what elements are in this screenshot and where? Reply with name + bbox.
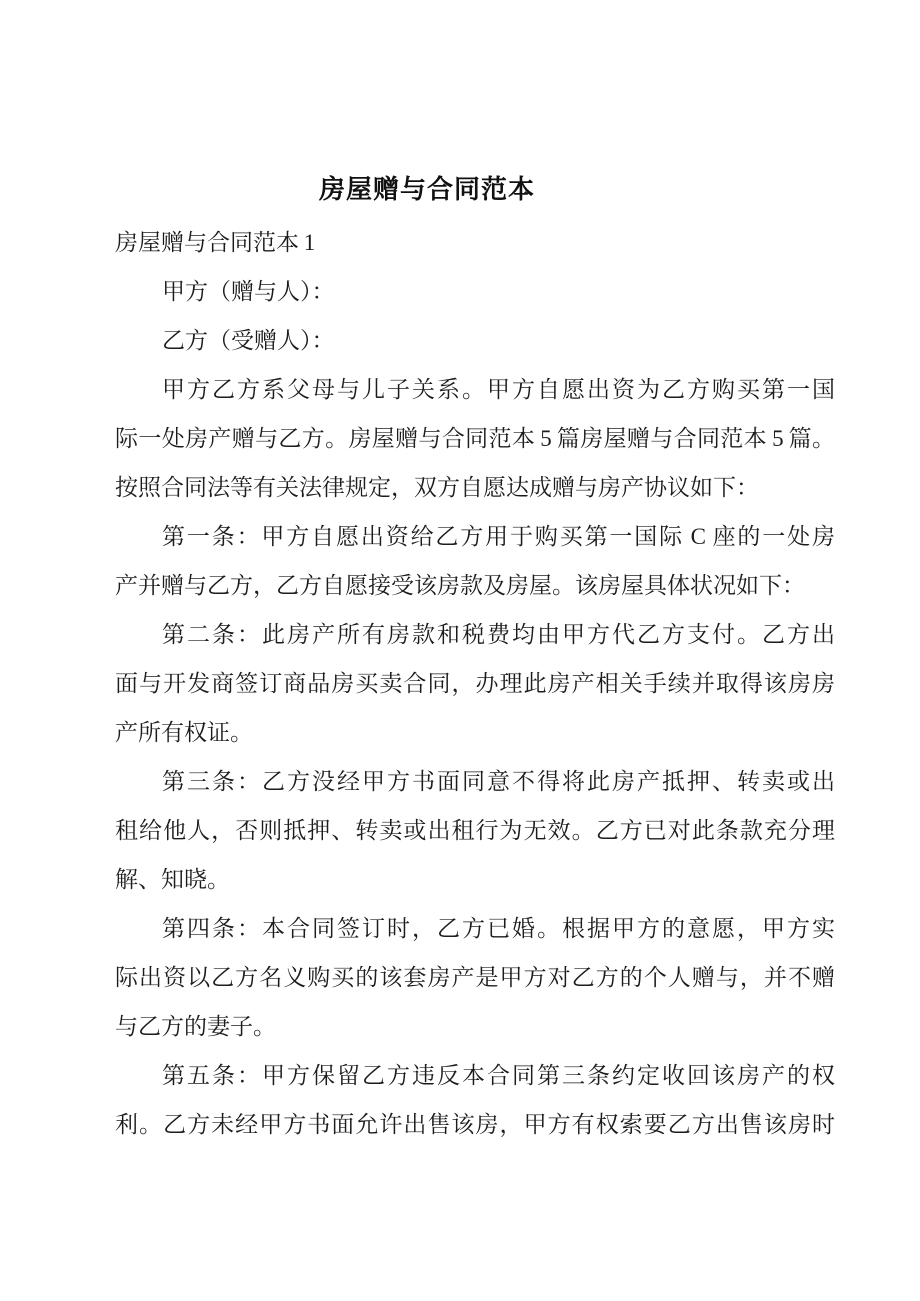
text-line: 第二条：此房产所有房款和税费均由甲方代乙方支付。乙方出 [162, 622, 835, 647]
text-line: 第四条：本合同签订时，乙方已婚。根据甲方的意愿，甲方实 [162, 916, 835, 941]
text-line: 产并赠与乙方，乙方自愿接受该房款及房屋。该房屋具体状况如下： [115, 573, 805, 598]
text-line: 际出资以乙方名义购买的该套房产是甲方对乙方的个人赠与，并不赠 [115, 965, 835, 990]
text-line: 第一条：甲方自愿出资给乙方用于购买第一国际 C 座的一处房 [162, 524, 835, 549]
text-line: 乙方（受赠人）： [162, 328, 335, 353]
text-line: 产所有权证。 [115, 720, 253, 745]
text-line: 租给他人，否则抵押、转卖或出租行为无效。乙方已对此条款充分理 [115, 818, 835, 843]
text-line: 第五条：甲方保留乙方违反本合同第三条约定收回该房产的权 [162, 1063, 835, 1088]
text-line: 与乙方的妻子。 [115, 1014, 276, 1039]
text-line: 房屋赠与合同范本 1 [115, 230, 316, 255]
text-line: 解、知晓。 [115, 867, 230, 892]
document-body [115, 218, 835, 1149]
text-line: 甲方（赠与人）： [162, 279, 335, 304]
document-title: 房屋赠与合同范本 [318, 174, 535, 204]
text-line: 利。乙方未经甲方书面允许出售该房，甲方有权索要乙方出售该房时 [115, 1112, 835, 1137]
text-line: 甲方乙方系父母与儿子关系。甲方自愿出资为乙方购买第一国 [162, 377, 835, 402]
text-line: 面与开发商签订商品房买卖合同，办理此房产相关手续并取得该房房 [115, 671, 835, 696]
text-line: 按照合同法等有关法律规定，双方自愿达成赠与房产协议如下： [115, 475, 759, 500]
text-line: 际一处房产赠与乙方。房屋赠与合同范本 5 篇房屋赠与合同范本 5 篇。 [115, 426, 835, 451]
text-line: 第三条：乙方没经甲方书面同意不得将此房产抵押、转卖或出 [162, 769, 835, 794]
